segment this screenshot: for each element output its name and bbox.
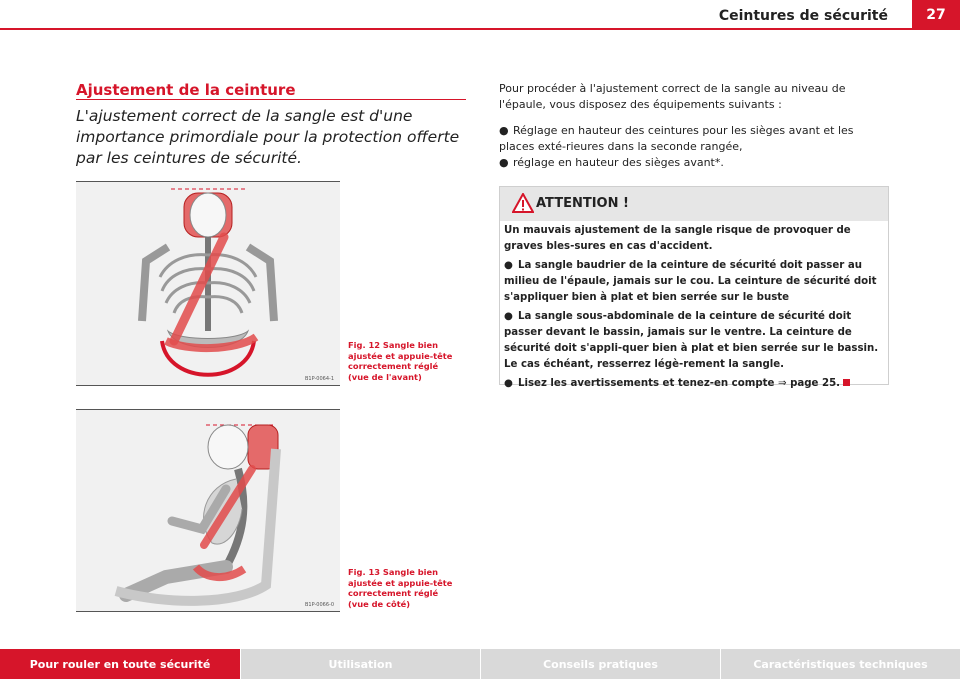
front-view-illustration (76, 181, 340, 386)
figure-caption: Fig. 13 Sangle bien ajustée et appuie-tête correctement réglé (vue de côté) (348, 567, 453, 609)
arrow-icon: ⇒ (777, 378, 787, 389)
figure-code: B1P-0066-0 (304, 602, 334, 608)
figure-side-view (76, 409, 340, 612)
page-number: 27 (912, 0, 960, 30)
footer-tab-utilisation[interactable]: Utilisation (240, 649, 480, 679)
footer-tab-caracteristiques[interactable]: Caractéristiques techniques (720, 649, 960, 679)
warning-item: ● La sangle sous-abdominale de la ceinture de sécurité doit passer devant le bassin, jamais sur le ventre. La ceinture de sécurité doit s'appli-quer bien à plat et bien serrée sur le bassin. Le cas échéant, resserrez légè-rement la sangle. (504, 311, 879, 370)
footer-tab-pour-rouler[interactable]: Pour rouler en toute sécurité (0, 649, 240, 679)
warning-item: ● La sangle baudrier de la ceinture de sécurité doit passer au milieu de l'épaule, jamais sur le cou. La ceinture de sécurité doit s'appliquer bien à plat et bien serrée sur le buste (504, 260, 877, 303)
bullet-icon: ● (499, 124, 509, 137)
section-rule (76, 99, 466, 100)
bullet-item: ● réglage en hauteur des sièges avant*. (499, 156, 724, 169)
page-header-title: Ceintures de sécurité (718, 8, 888, 24)
warning-body (504, 223, 882, 395)
figure-caption: Fig. 12 Sangle bien ajustée et appuie-tête correctement réglé (vue de l'avant) (348, 340, 453, 382)
warning-title: ATTENTION ! (536, 196, 629, 211)
bullet-icon: ● (504, 378, 513, 389)
bullet-icon: ● (499, 156, 509, 169)
warning-box (499, 186, 889, 389)
body-intro: Pour procéder à l'ajustement correct de la sangle au niveau de l'épaule, vous disposez des équipements suivants : (499, 82, 846, 111)
bullet-item: ● Réglage en hauteur des ceintures pour les sièges avant et les places exté-rieures dans la seconde rangée, (499, 124, 854, 153)
warning-triangle-icon (512, 193, 534, 213)
footer-tab-conseils[interactable]: Conseils pratiques (480, 649, 720, 679)
side-view-illustration (76, 409, 340, 612)
end-of-section-icon (843, 379, 850, 386)
section-intro: L'ajustement correct de la sangle est d'une importance primordiale pour la protection offerte par les ceintures de sécurité. (76, 107, 460, 167)
bullet-icon: ● (504, 260, 513, 271)
header-rule (0, 28, 912, 30)
warning-intro: Un mauvais ajustement de la sangle risque de provoquer de graves bles-sures en cas d'accident. (504, 225, 851, 252)
page-reference-link[interactable]: page 25. (790, 378, 841, 389)
figure-code: B1P-0064-1 (304, 376, 334, 382)
section-title: Ajustement de la ceinture (76, 81, 296, 99)
bullet-icon: ● (504, 311, 513, 322)
figure-front-view (76, 181, 340, 386)
footer-nav (0, 649, 960, 679)
warning-header (500, 187, 888, 221)
warning-item: ● Lisez les avertissements et tenez-en compte ⇒ page 25. (504, 376, 882, 392)
